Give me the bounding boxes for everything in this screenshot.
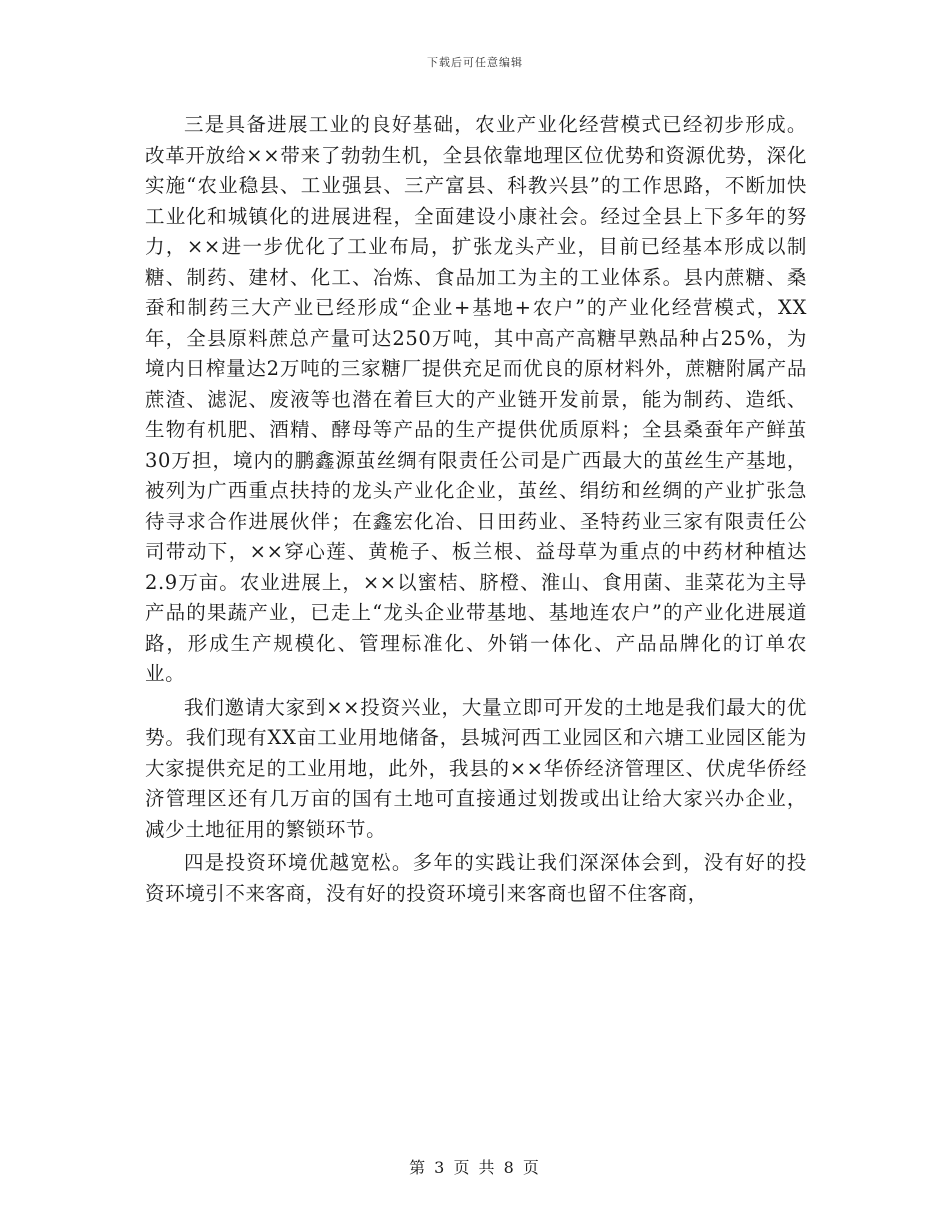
paragraph-industry-foundation: 三是具备进展工业的良好基础，农业产业化经营模式已经初步形成。改革开放给××带来了勃勃生机，全县依靠地理区位优势和资源优势，深化实施“农业稳县、工业强县、三产富县、科教兴县”的工作思路，不断加快工业化和城镇化的进展进程，全面建设小康社会。经过全县上下多年的努力，××进一步优化了工业布局，扩张龙头产业，目前已经基本形成以制糖、制药、建材、化工、冶炼、食品加工为主的工业体系。县内蔗糖、桑蚕和制药三大产业已经形成“企业+基地+农户”的产业化经营模式，XX年，全县原料蔗总产量可达250万吨，其中高产高糖早熟品种占25%，为境内日榨量达2万吨的三家糖厂提供充足而优良的原材料外，蔗糖附属产品蔗渣、滤泥、废液等也潜在着巨大的产业链开发前景，能为制药、造纸、生物有机肥、酒精、酵母等产品的生产提供优质原料；全县桑蚕年产鲜茧30万担，境内的鹏鑫源茧丝绸有限责任公司是广西最大的茧丝生产基地，被列为广西重点扶持的龙头产业化企业，茧丝、绢纺和丝绸的产业扩张急待寻求合作进展伙伴；在鑫宏化冶、日田药业、圣特药业三家有限责任公司带动下，××穿心莲、黄桅子、板兰根、益母草为重点的中药材种植达2.9万亩。农业进展上，××以蜜桔、脐橙、淮山、食用菌、韭菜花为主导产品的果蔬产业，已走上“龙头企业带基地、基地连农户”的产业化进展道路，形成生产规模化、管理标准化、外销一体化、产品品牌化的订单农业。 xyxy=(145,113,807,685)
page-header-note: 下载后可任意编辑 xyxy=(427,56,523,69)
paragraph-investment-environment: 四是投资环境优越宽松。多年的实践让我们深深体会到，没有好的投资环境引不来客商，没有好的投资环境引来客商也留不住客商， xyxy=(145,851,807,905)
page-number: 第 3 页 共 8 页 xyxy=(409,1158,541,1177)
document-body xyxy=(145,110,807,909)
paragraph-land-advantage: 我们邀请大家到××投资兴业，大量立即可开发的土地是我们最大的优势。我们现有XX亩工业用地储备，县城河西工业园区和六塘工业园区能为大家提供充足的工业用地，此外，我县的××华侨经济管理区、伏虎华侨经济管理区还有几万亩的国有土地可直接通过划拨或出让给大家兴办企业，减少土地征用的繁锁环节。 xyxy=(145,695,807,841)
